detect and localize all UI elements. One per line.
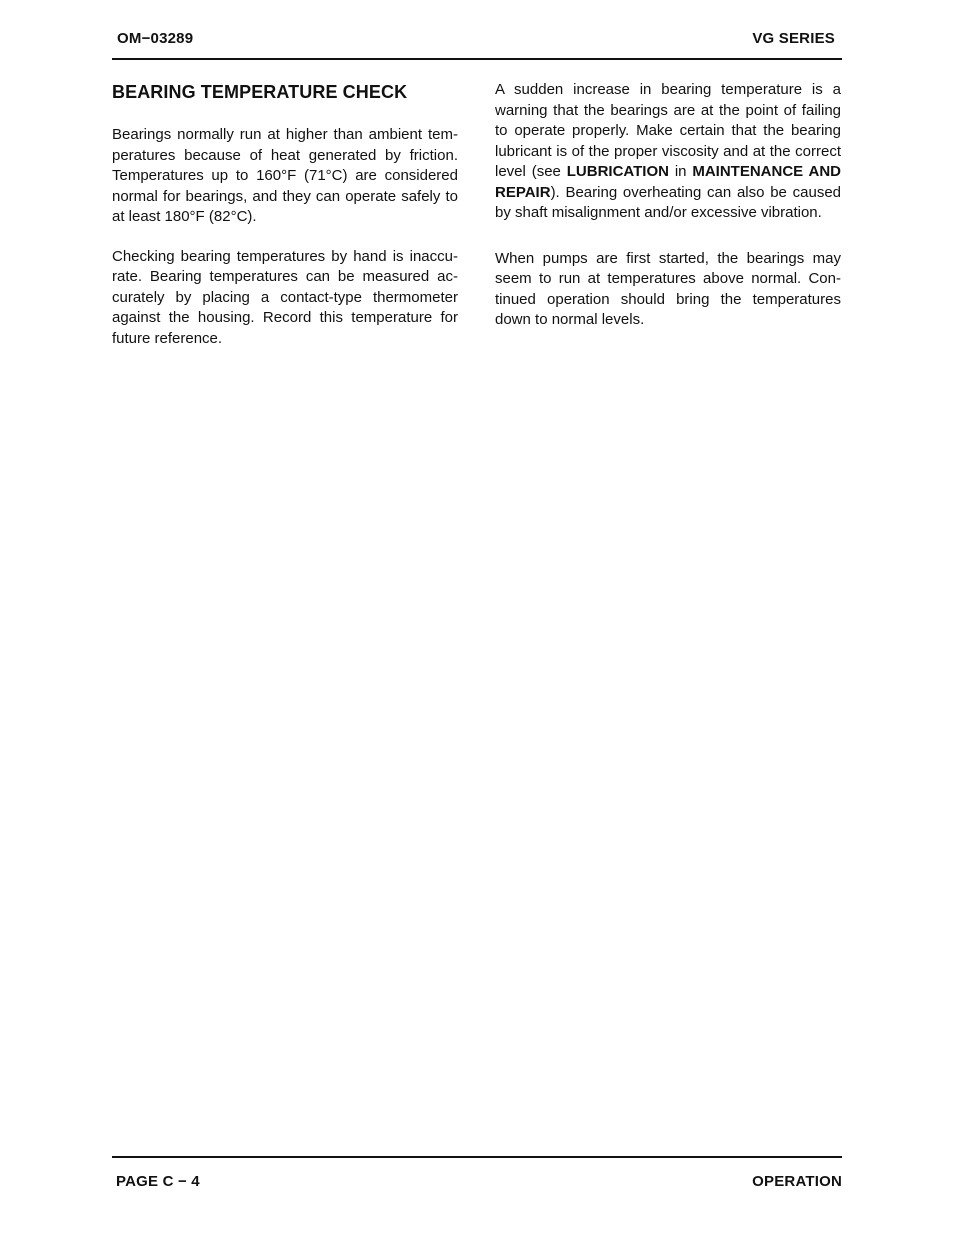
document-number: OM−03289 xyxy=(117,30,194,47)
paragraph-startup-temperatures: When pumps are first started, the bearings may seem to run at temperatures above normal. Continued operation should bring the temperatures down to normal levels. xyxy=(495,249,841,328)
lubrication-reference: LUBRICATION xyxy=(566,163,669,180)
maintenance-repair-reference: MAINTENANCE AND REPAIR xyxy=(495,163,841,201)
right-column xyxy=(495,80,841,331)
section-heading: BEARING TEMPERATURE CHECK xyxy=(112,82,408,102)
paragraph-normal-temperatures: Bearings normally run at higher than ambient temperatures because of heat generated by friction. Temperatures up to 160°F (71°C) are considered normal for bearings, and they can operate safely to at least 180°F (82°C). xyxy=(112,126,458,225)
paragraph-measuring-temperature: Checking bearing temperatures by hand is inaccurate. Bearing temperatures can be measured accurately by placing a contact-type thermometer against the housing. Record this temperature for future reference. xyxy=(112,247,458,347)
section-name: OPERATION xyxy=(752,1173,842,1190)
paragraph-sudden-increase xyxy=(495,80,841,224)
sudden-increase-text: A sudden increase in bearing temperature is a warning that the bearings are at the point of failing to operate properly. Make certain that the bearing lubricant is of the proper viscosity and at the correct level (see xyxy=(495,81,841,180)
series-label: VG SERIES xyxy=(752,30,835,47)
header-rule xyxy=(112,58,842,60)
page-number: PAGE C − 4 xyxy=(116,1173,200,1190)
footer-rule xyxy=(112,1156,842,1158)
left-column xyxy=(112,80,458,349)
reference-connector: in xyxy=(668,163,693,180)
overheating-causes-text: ). Bearing overheating can also be caused by shaft misalignment and/or excessive vibration. xyxy=(495,183,841,221)
